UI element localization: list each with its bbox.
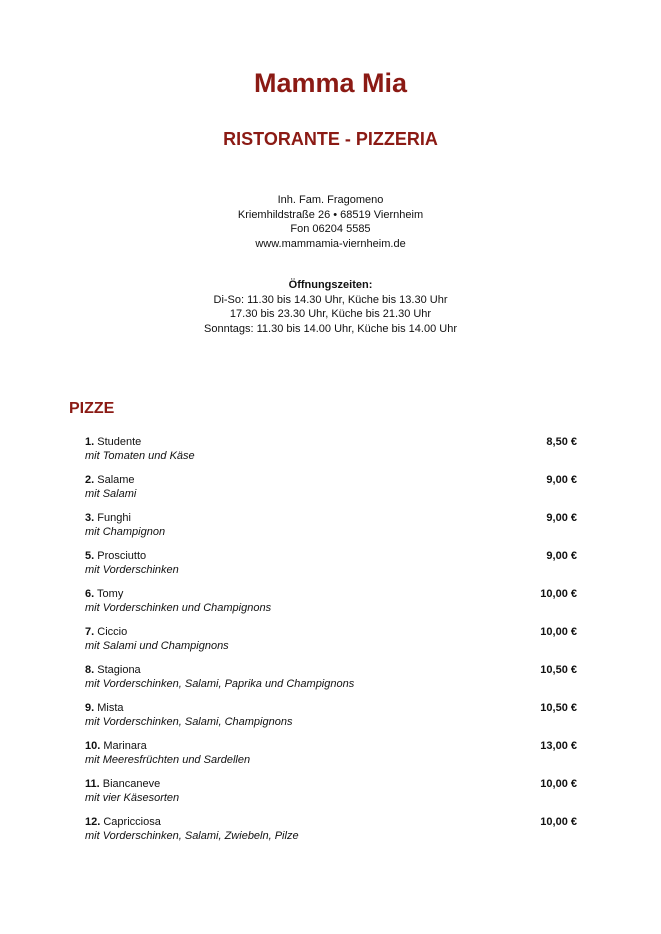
item-name: Tomy	[97, 588, 124, 600]
menu-item	[85, 626, 577, 664]
item-name: Capricciosa	[103, 816, 161, 828]
opening-hours-label: Öffnungszeiten:	[288, 279, 373, 291]
item-number: 2.	[85, 474, 95, 486]
menu-item	[85, 512, 577, 550]
address-line: Kriemhildstraße 26 • 68519 Viernheim	[237, 208, 424, 221]
item-name: Studente	[97, 436, 142, 448]
menu-item	[85, 474, 577, 512]
item-description: mit Meeresfrüchten und Sardellen	[85, 753, 251, 766]
item-name: Mista	[97, 702, 124, 714]
item-price: 10,00 €	[540, 778, 577, 790]
item-description: mit Tomaten und Käse	[85, 449, 195, 462]
owner-line: Inh. Fam. Fragomeno	[277, 194, 384, 206]
opening-hours	[0, 278, 661, 336]
menu-item	[85, 740, 577, 778]
item-price: 10,50 €	[540, 664, 577, 676]
menu-item	[85, 664, 577, 702]
hours-line: 17.30 bis 23.30 Uhr, Küche bis 21.30 Uhr	[229, 308, 432, 320]
item-number: 1.	[85, 436, 95, 448]
hours-line: Sonntags: 11.30 bis 14.00 Uhr, Küche bis 14.00 Uhr	[204, 322, 457, 335]
menu-list	[85, 436, 577, 854]
item-description: mit Vorderschinken, Salami, Zwiebeln, Pilze	[85, 829, 299, 842]
item-number: 9.	[85, 702, 95, 714]
item-name: Marinara	[103, 740, 147, 752]
item-price: 10,00 €	[540, 816, 577, 828]
item-description: mit Vorderschinken, Salami, Paprika und Champignons	[85, 677, 355, 690]
section-title-pizze: PIZZE	[69, 400, 115, 417]
contact-info	[0, 193, 661, 251]
item-number: 6.	[85, 588, 95, 600]
website-line: www.mammamia-viernheim.de	[255, 237, 406, 250]
item-price: 9,00 €	[546, 550, 577, 562]
item-description: mit Salami und Champignons	[85, 639, 229, 652]
menu-item	[85, 778, 577, 816]
item-description: mit vier Käsesorten	[85, 791, 180, 804]
item-number: 5.	[85, 550, 95, 562]
menu-item	[85, 550, 577, 588]
item-price: 8,50 €	[546, 436, 577, 448]
item-name: Prosciutto	[97, 550, 147, 562]
item-name: Ciccio	[97, 626, 128, 638]
item-number: 11.	[85, 778, 100, 790]
item-name: Salame	[97, 474, 135, 486]
item-name: Stagiona	[97, 664, 141, 676]
item-number: 3.	[85, 512, 95, 524]
item-price: 9,00 €	[546, 474, 577, 486]
menu-item	[85, 588, 577, 626]
item-number: 10.	[85, 740, 101, 752]
item-name: Biancaneve	[102, 778, 161, 790]
item-price: 9,00 €	[546, 512, 577, 524]
menu-item	[85, 816, 577, 854]
item-number: 7.	[85, 626, 95, 638]
item-name: Funghi	[97, 512, 131, 524]
phone-line: Fon 06204 5585	[290, 223, 371, 235]
item-number: 12.	[85, 816, 101, 828]
item-description: mit Salami	[85, 487, 137, 500]
item-price: 10,00 €	[540, 588, 577, 600]
item-price: 13,00 €	[540, 740, 577, 752]
restaurant-subtitle: RISTORANTE - PIZZERIA	[223, 129, 438, 149]
item-price: 10,00 €	[540, 626, 577, 638]
restaurant-title: Mamma Mia	[253, 68, 408, 98]
menu-item	[85, 436, 577, 474]
item-description: mit Vorderschinken, Salami, Champignons	[85, 715, 293, 728]
item-description: mit Vorderschinken und Champignons	[85, 601, 272, 614]
menu-item	[85, 702, 577, 740]
item-description: mit Vorderschinken	[85, 563, 179, 576]
hours-line: Di-So: 11.30 bis 14.30 Uhr, Küche bis 13.30 Uhr	[213, 293, 448, 306]
item-price: 10,50 €	[540, 702, 577, 714]
item-description: mit Champignon	[85, 525, 166, 538]
item-number: 8.	[85, 664, 95, 676]
